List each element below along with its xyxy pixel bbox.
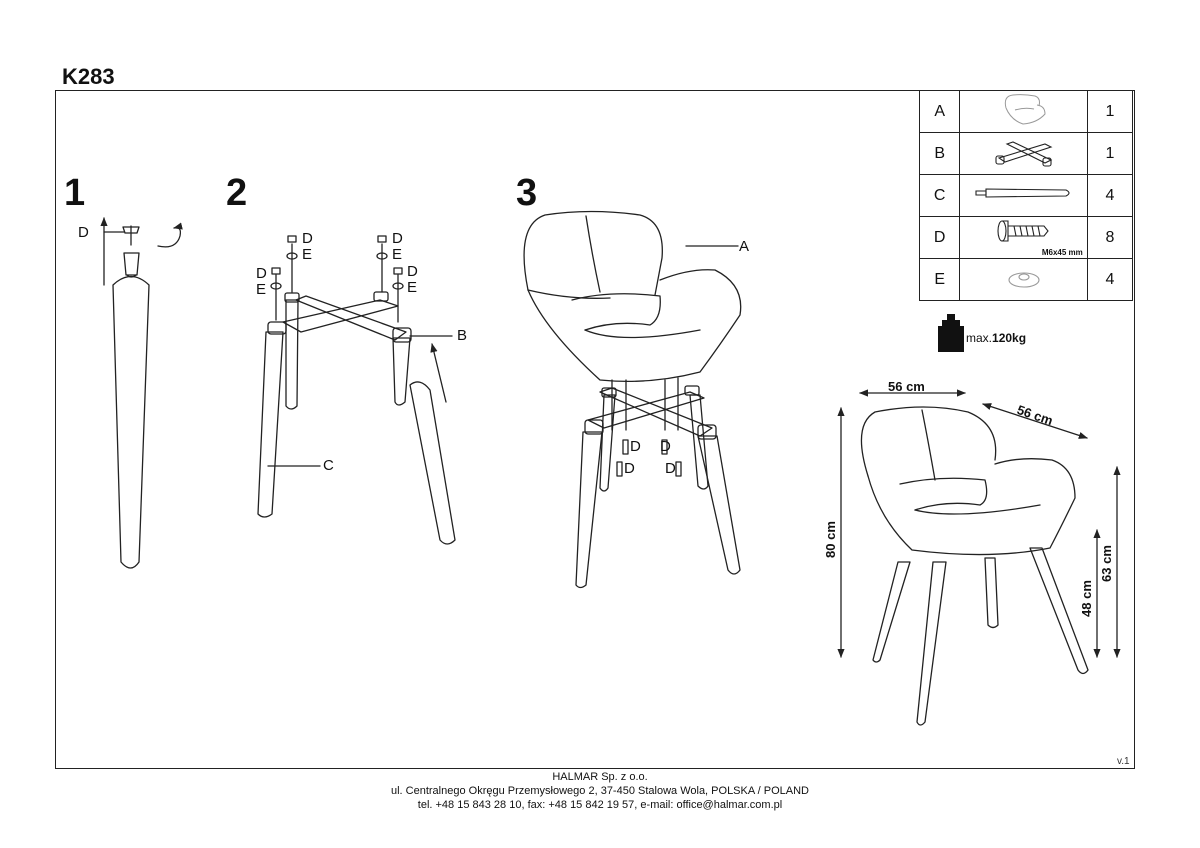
label-b-step2: B <box>457 327 468 344</box>
parts-row <box>920 217 1133 259</box>
weight-icon <box>938 314 964 352</box>
parts-row <box>920 91 1133 133</box>
part-letter: E <box>920 259 960 301</box>
label-d-step2-d: D <box>407 263 418 280</box>
part-letter: A <box>920 91 960 133</box>
label-d-step3-a: D <box>630 438 641 455</box>
base-cross-icon <box>960 133 1087 175</box>
label-e-step2-c: E <box>256 281 267 298</box>
part-quantity: 1 <box>1087 133 1132 175</box>
chair-seat-icon <box>960 91 1087 133</box>
step1-leg-drawing <box>104 218 180 568</box>
bolt-icon <box>960 217 1087 259</box>
label-e-step2-a: E <box>302 246 313 263</box>
dimension-depth: 56 cm <box>1015 402 1055 429</box>
part-letter: D <box>920 217 960 259</box>
dimension-height: 80 cm <box>822 521 838 558</box>
dimension-arm-height: 63 cm <box>1098 545 1114 582</box>
max-load-value: 120kg <box>992 331 1027 345</box>
max-load-label <box>966 331 1026 345</box>
step-number-1: 1 <box>64 172 86 214</box>
bolt-spec: M6x45 mm <box>1041 248 1083 257</box>
part-quantity: 8 <box>1087 217 1132 259</box>
step-number-2: 2 <box>226 172 248 214</box>
part-letter: C <box>920 175 960 217</box>
max-load-prefix: max. <box>966 331 993 345</box>
label-e-step2-d: E <box>407 279 418 296</box>
part-quantity: 1 <box>1087 91 1132 133</box>
footer-contact: tel. +48 15 843 28 10, fax: +48 15 842 19 57, e-mail: office@halmar.com.pl <box>417 799 783 811</box>
parts-row <box>920 175 1133 217</box>
label-d-step2-b: D <box>392 230 403 247</box>
wooden-leg-icon <box>960 175 1087 217</box>
label-d-step3-b: D <box>660 438 671 455</box>
dimension-width: 56 cm <box>888 379 925 394</box>
label-d-step1: D <box>78 224 89 241</box>
label-d-step3-c: D <box>624 460 635 477</box>
label-d-step2-a: D <box>302 230 313 247</box>
version-label: v.1 <box>1117 756 1130 767</box>
washer-icon <box>960 259 1087 301</box>
parts-row <box>920 259 1133 301</box>
part-quantity: 4 <box>1087 175 1132 217</box>
part-quantity: 4 <box>1087 259 1132 301</box>
step2-base-drawing <box>258 236 455 544</box>
label-e-step2-b: E <box>392 246 403 263</box>
label-c-step2: C <box>323 457 334 474</box>
label-d-step2-c: D <box>256 265 267 282</box>
footer-company: HALMAR Sp. z o.o. <box>552 771 648 783</box>
label-a-step3: A <box>739 238 750 255</box>
parts-table <box>919 90 1133 301</box>
document-title: K283 <box>62 64 115 89</box>
part-letter: B <box>920 133 960 175</box>
step3-chair-drawing <box>524 212 741 588</box>
footer-address: ul. Centralnego Okręgu Przemysłowego 2, 37-450 Stalowa Wola, POLSKA / POLAND <box>390 785 809 797</box>
label-d-step3-d: D <box>665 460 676 477</box>
step-number-3: 3 <box>516 172 538 214</box>
parts-row <box>920 133 1133 175</box>
dimension-seat-height: 48 cm <box>1078 580 1094 617</box>
footer <box>0 770 1200 812</box>
dimension-chair-drawing <box>841 393 1117 725</box>
